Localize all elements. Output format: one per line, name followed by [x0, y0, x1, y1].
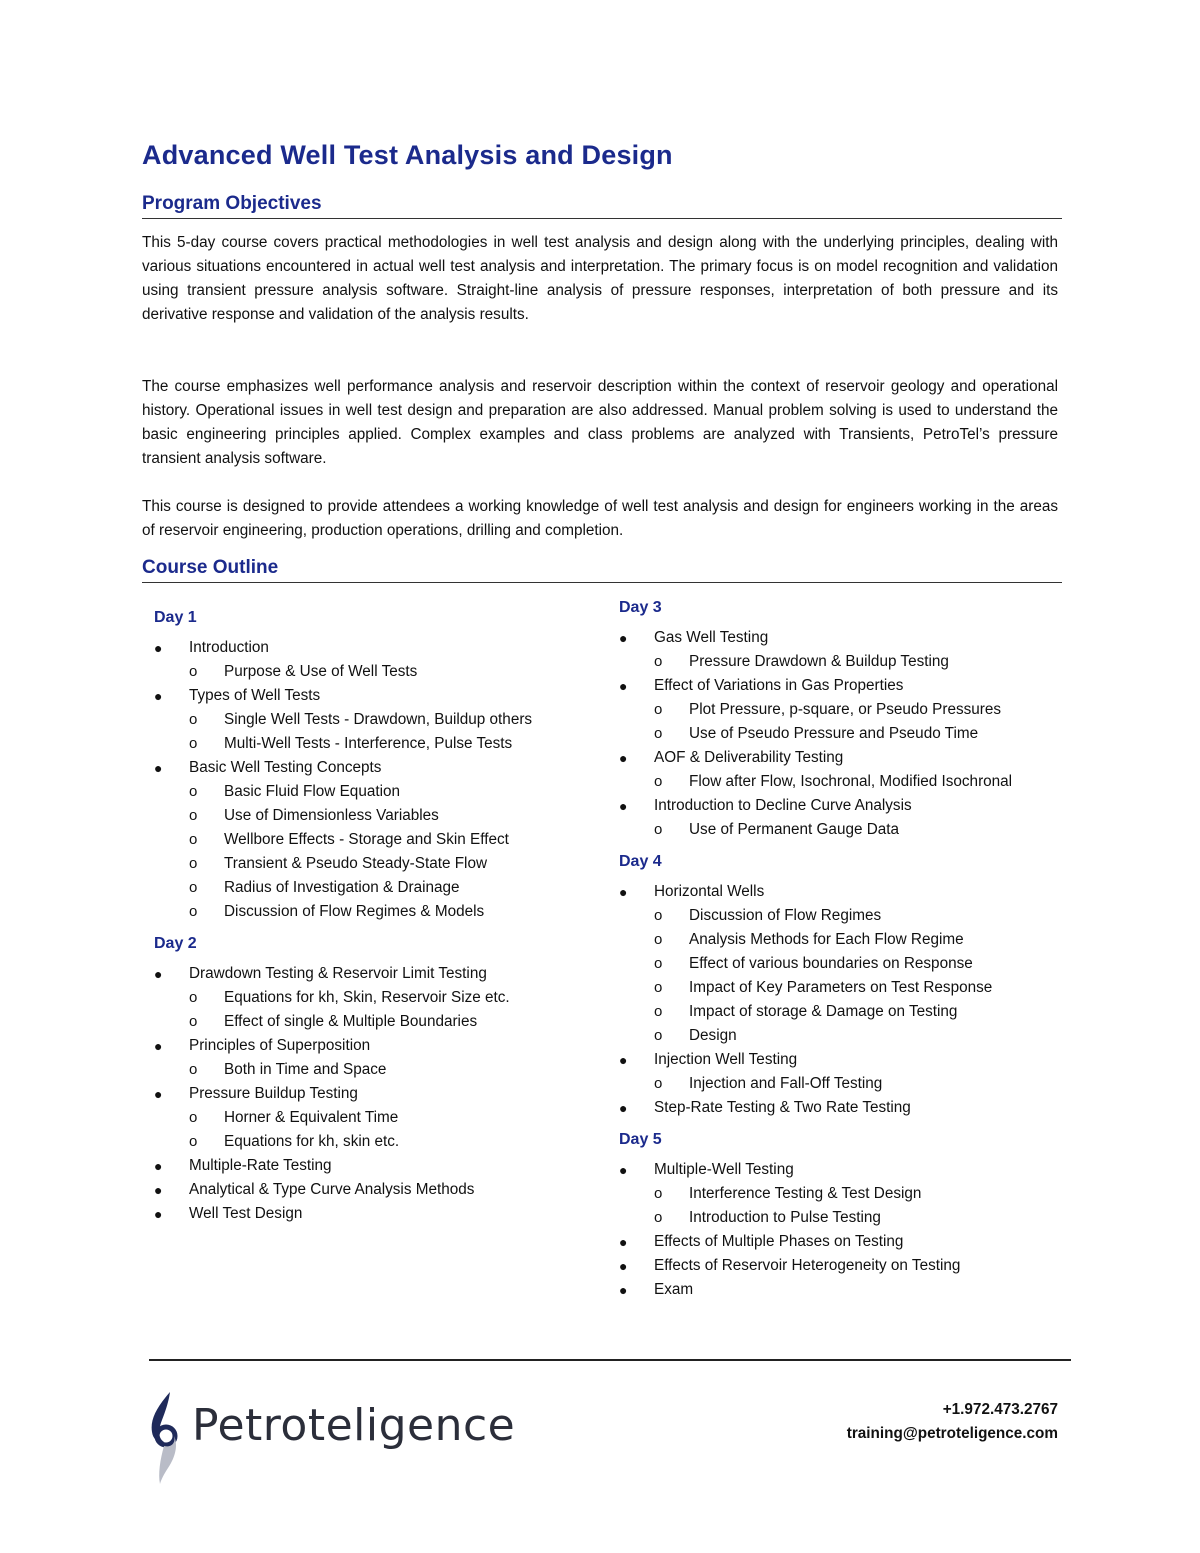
topic-item: [619, 1096, 1059, 1120]
subtopic-text: Use of Permanent Gauge Data: [689, 821, 900, 838]
topic-text: Introduction to Decline Curve Analysis: [654, 797, 912, 814]
subtopic-text: Basic Fluid Flow Equation: [224, 783, 400, 800]
topic-text: Pressure Buildup Testing: [189, 1085, 358, 1102]
objectives-paragraph-3: This course is designed to provide attendees a working knowledge of well test analysis and design for engineers working in the areas of reservoir engineering, production operations, drilling and completion.: [142, 498, 1058, 539]
sub-bullet-icon: o: [654, 773, 663, 790]
day-topic-list: [154, 962, 594, 1226]
bullet-icon: ●: [619, 1100, 628, 1116]
subtopic-item: [189, 732, 594, 756]
bullet-icon: ●: [619, 1234, 628, 1250]
sub-bullet-icon: o: [654, 1027, 663, 1044]
sub-bullet-icon: o: [654, 1185, 663, 1202]
bullet-icon: ●: [619, 1162, 628, 1178]
topic-text: Effect of Variations in Gas Properties: [654, 677, 904, 694]
subtopic-list: [189, 708, 594, 756]
topic-item: [619, 1230, 1059, 1254]
footer-divider: [149, 1359, 1071, 1361]
program-objectives-heading: Program Objectives: [142, 193, 1062, 219]
topic-text: Multiple-Rate Testing: [189, 1157, 332, 1174]
bullet-icon: ●: [154, 640, 163, 656]
topic-text: Principles of Superposition: [189, 1037, 371, 1054]
subtopic-item: [189, 780, 594, 804]
sub-bullet-icon: o: [189, 1061, 198, 1078]
logo-wordmark: Petroteligence: [192, 1400, 516, 1451]
subtopic-item: [189, 804, 594, 828]
subtopic-item: [189, 1010, 594, 1034]
topic-item: [154, 1154, 594, 1178]
subtopic-text: Both in Time and Space: [224, 1061, 387, 1078]
day-heading: Day 4: [619, 853, 662, 870]
topic-text: Horizontal Wells: [654, 883, 765, 900]
subtopic-list: [189, 780, 594, 924]
bullet-icon: ●: [619, 678, 628, 694]
topic-item: [619, 1158, 1059, 1230]
subtopic-text: Use of Dimensionless Variables: [224, 807, 439, 824]
topic-item: [154, 1178, 594, 1202]
sub-bullet-icon: o: [654, 931, 663, 948]
sub-bullet-icon: o: [189, 989, 198, 1006]
topic-item: [154, 684, 594, 756]
subtopic-list: [654, 818, 1059, 842]
topic-item: [154, 962, 594, 1034]
subtopic-item: [654, 650, 1059, 674]
day-heading: Day 5: [619, 1131, 662, 1148]
sub-bullet-icon: o: [189, 1109, 198, 1126]
bullet-icon: ●: [619, 750, 628, 766]
sub-bullet-icon: o: [654, 907, 663, 924]
subtopic-item: [654, 904, 1059, 928]
topic-item: [154, 636, 594, 684]
objectives-paragraph-2: The course emphasizes well performance analysis and reservoir description within the context of reservoir geology and operational history. Operational issues in well test design and preparation are also addressed. Manual problem solving is used to understand the basic engineering principles applied. Complex examples and class problems are analyzed with Transients, PetroTel’s pressure transient analysis software.: [142, 378, 1058, 467]
day-topic-list: [154, 636, 594, 924]
bullet-icon: ●: [619, 1258, 628, 1274]
day-topic-list: [619, 880, 1059, 1120]
subtopic-text: Injection and Fall-Off Testing: [689, 1075, 883, 1092]
day-heading: Day 1: [154, 609, 197, 626]
topic-text: Multiple-Well Testing: [654, 1161, 794, 1178]
subtopic-list: [189, 1058, 594, 1082]
topic-item: [619, 1278, 1059, 1302]
topic-text: Drawdown Testing & Reservoir Limit Testing: [189, 965, 487, 982]
sub-bullet-icon: o: [189, 663, 198, 680]
subtopic-text: Use of Pseudo Pressure and Pseudo Time: [689, 725, 979, 742]
bullet-icon: ●: [154, 1206, 163, 1222]
subtopic-text: Flow after Flow, Isochronal, Modified Isochronal: [689, 773, 1013, 790]
subtopic-text: Analysis Methods for Each Flow Regime: [689, 931, 964, 948]
topic-text: AOF & Deliverability Testing: [654, 749, 844, 766]
outline-column-left: [154, 606, 594, 1226]
subtopic-item: [189, 900, 594, 924]
sub-bullet-icon: o: [654, 701, 663, 718]
day-heading: Day 2: [154, 935, 197, 952]
email-address[interactable]: training@petroteligence.com: [846, 1425, 1058, 1442]
subtopic-item: [189, 852, 594, 876]
subtopic-text: Discussion of Flow Regimes: [689, 907, 882, 924]
sub-bullet-icon: o: [654, 955, 663, 972]
subtopic-text: Effect of single & Multiple Boundaries: [224, 1013, 478, 1030]
subtopic-list: [654, 698, 1059, 746]
subtopic-item: [189, 876, 594, 900]
subtopic-item: [654, 818, 1059, 842]
sub-bullet-icon: o: [189, 879, 198, 896]
bullet-icon: ●: [154, 1038, 163, 1054]
subtopic-list: [654, 1182, 1059, 1230]
sub-bullet-icon: o: [654, 821, 663, 838]
bullet-icon: ●: [154, 966, 163, 982]
subtopic-text: Interference Testing & Test Design: [689, 1185, 922, 1202]
topic-item: [154, 756, 594, 924]
topic-text: Analytical & Type Curve Analysis Methods: [189, 1181, 475, 1198]
subtopic-item: [654, 952, 1059, 976]
sub-bullet-icon: o: [189, 735, 198, 752]
subtopic-item: [654, 698, 1059, 722]
subtopic-item: [189, 1130, 594, 1154]
topic-item: [154, 1082, 594, 1154]
subtopic-list: [654, 904, 1059, 1048]
phone-number[interactable]: +1.972.473.2767: [942, 1401, 1058, 1418]
bullet-icon: ●: [619, 884, 628, 900]
subtopic-list: [654, 650, 1059, 674]
bullet-icon: ●: [154, 760, 163, 776]
subtopic-list: [189, 986, 594, 1034]
subtopic-item: [189, 986, 594, 1010]
course-outline-heading: Course Outline: [142, 557, 1062, 583]
subtopic-item: [654, 1206, 1059, 1230]
sub-bullet-icon: o: [654, 725, 663, 742]
subtopic-text: Effect of various boundaries on Response: [689, 955, 973, 972]
contact-block: [847, 1398, 1058, 1446]
sub-bullet-icon: o: [654, 1075, 663, 1092]
sub-bullet-icon: o: [654, 1003, 663, 1020]
subtopic-text: Purpose & Use of Well Tests: [224, 663, 418, 680]
subtopic-item: [654, 770, 1059, 794]
subtopic-item: [189, 708, 594, 732]
subtopic-text: Equations for kh, Skin, Reservoir Size etc.: [224, 989, 510, 1006]
topic-item: [619, 1254, 1059, 1278]
petroteligence-logo: [142, 1390, 516, 1486]
sub-bullet-icon: o: [189, 1013, 198, 1030]
subtopic-item: [654, 1000, 1059, 1024]
subtopic-text: Single Well Tests - Drawdown, Buildup others: [224, 711, 533, 728]
subtopic-text: Pressure Drawdown & Buildup Testing: [689, 653, 949, 670]
subtopic-item: [654, 1182, 1059, 1206]
sub-bullet-icon: o: [189, 711, 198, 728]
objectives-paragraph-1: This 5-day course covers practical methodologies in well test analysis and design along with the underlying principles, dealing with various situations encountered in actual well test analysis and interpretation. The primary focus is on model recognition and validation using transient pressure analysis software. Straight-line analysis of pressure responses, interpretation of both pressure and its derivative response and validation of the analysis results.: [142, 234, 1058, 323]
subtopic-text: Equations for kh, skin etc.: [224, 1133, 400, 1150]
bullet-icon: ●: [619, 798, 628, 814]
topic-item: [619, 1048, 1059, 1096]
sub-bullet-icon: o: [654, 1209, 663, 1226]
day-topic-list: [619, 626, 1059, 842]
topic-item: [619, 626, 1059, 674]
subtopic-text: Plot Pressure, p-square, or Pseudo Pressures: [689, 701, 1002, 718]
topic-text: Injection Well Testing: [654, 1051, 798, 1068]
subtopic-list: [654, 1072, 1059, 1096]
sub-bullet-icon: o: [189, 783, 198, 800]
subtopic-item: [189, 1058, 594, 1082]
topic-item: [154, 1034, 594, 1082]
topic-item: [619, 746, 1059, 794]
bullet-icon: ●: [619, 1052, 628, 1068]
subtopic-item: [189, 1106, 594, 1130]
sub-bullet-icon: o: [654, 653, 663, 670]
subtopic-item: [654, 976, 1059, 1000]
subtopic-text: Horner & Equivalent Time: [224, 1109, 399, 1126]
subtopic-item: [654, 722, 1059, 746]
topic-item: [154, 1202, 594, 1226]
day-topic-list: [619, 1158, 1059, 1302]
subtopic-item: [189, 660, 594, 684]
topic-text: Well Test Design: [189, 1205, 303, 1222]
bullet-icon: ●: [154, 1086, 163, 1102]
topic-text: Effects of Reservoir Heterogeneity on Testing: [654, 1257, 961, 1274]
subtopic-text: Multi-Well Tests - Interference, Pulse Tests: [224, 735, 513, 752]
subtopic-text: Discussion of Flow Regimes & Models: [224, 903, 485, 920]
subtopic-item: [654, 928, 1059, 952]
sub-bullet-icon: o: [189, 807, 198, 824]
topic-item: [619, 880, 1059, 1048]
bullet-icon: ●: [619, 630, 628, 646]
subtopic-text: Impact of Key Parameters on Test Response: [689, 979, 993, 996]
topic-text: Effects of Multiple Phases on Testing: [654, 1233, 904, 1250]
subtopic-text: Introduction to Pulse Testing: [689, 1209, 881, 1226]
subtopic-text: Radius of Investigation & Drainage: [224, 879, 460, 896]
topic-text: Step-Rate Testing & Two Rate Testing: [654, 1099, 911, 1116]
subtopic-text: Transient & Pseudo Steady-State Flow: [224, 855, 488, 872]
document-title: Advanced Well Test Analysis and Design: [142, 140, 673, 170]
subtopic-text: Wellbore Effects - Storage and Skin Effect: [224, 831, 509, 848]
topic-text: Introduction: [189, 639, 269, 656]
subtopic-item: [654, 1072, 1059, 1096]
subtopic-text: Design: [689, 1027, 737, 1044]
subtopic-item: [654, 1024, 1059, 1048]
topic-item: [619, 794, 1059, 842]
bullet-icon: ●: [154, 1158, 163, 1174]
bullet-icon: ●: [154, 1182, 163, 1198]
subtopic-list: [189, 1106, 594, 1154]
subtopic-list: [654, 770, 1059, 794]
sub-bullet-icon: o: [189, 855, 198, 872]
bullet-icon: ●: [619, 1282, 628, 1298]
sub-bullet-icon: o: [189, 831, 198, 848]
topic-text: Types of Well Tests: [189, 687, 321, 704]
outline-column-right: [619, 596, 1059, 1302]
subtopic-item: [189, 828, 594, 852]
subtopic-list: [189, 660, 594, 684]
topic-item: [619, 674, 1059, 746]
topic-text: Gas Well Testing: [654, 629, 769, 646]
sub-bullet-icon: o: [654, 979, 663, 996]
topic-text: Exam: [654, 1281, 694, 1298]
logo-mark-icon: [142, 1390, 192, 1486]
sub-bullet-icon: o: [189, 1133, 198, 1150]
sub-bullet-icon: o: [189, 903, 198, 920]
subtopic-text: Impact of storage & Damage on Testing: [689, 1003, 958, 1020]
topic-text: Basic Well Testing Concepts: [189, 759, 382, 776]
day-heading: Day 3: [619, 599, 662, 616]
bullet-icon: ●: [154, 688, 163, 704]
